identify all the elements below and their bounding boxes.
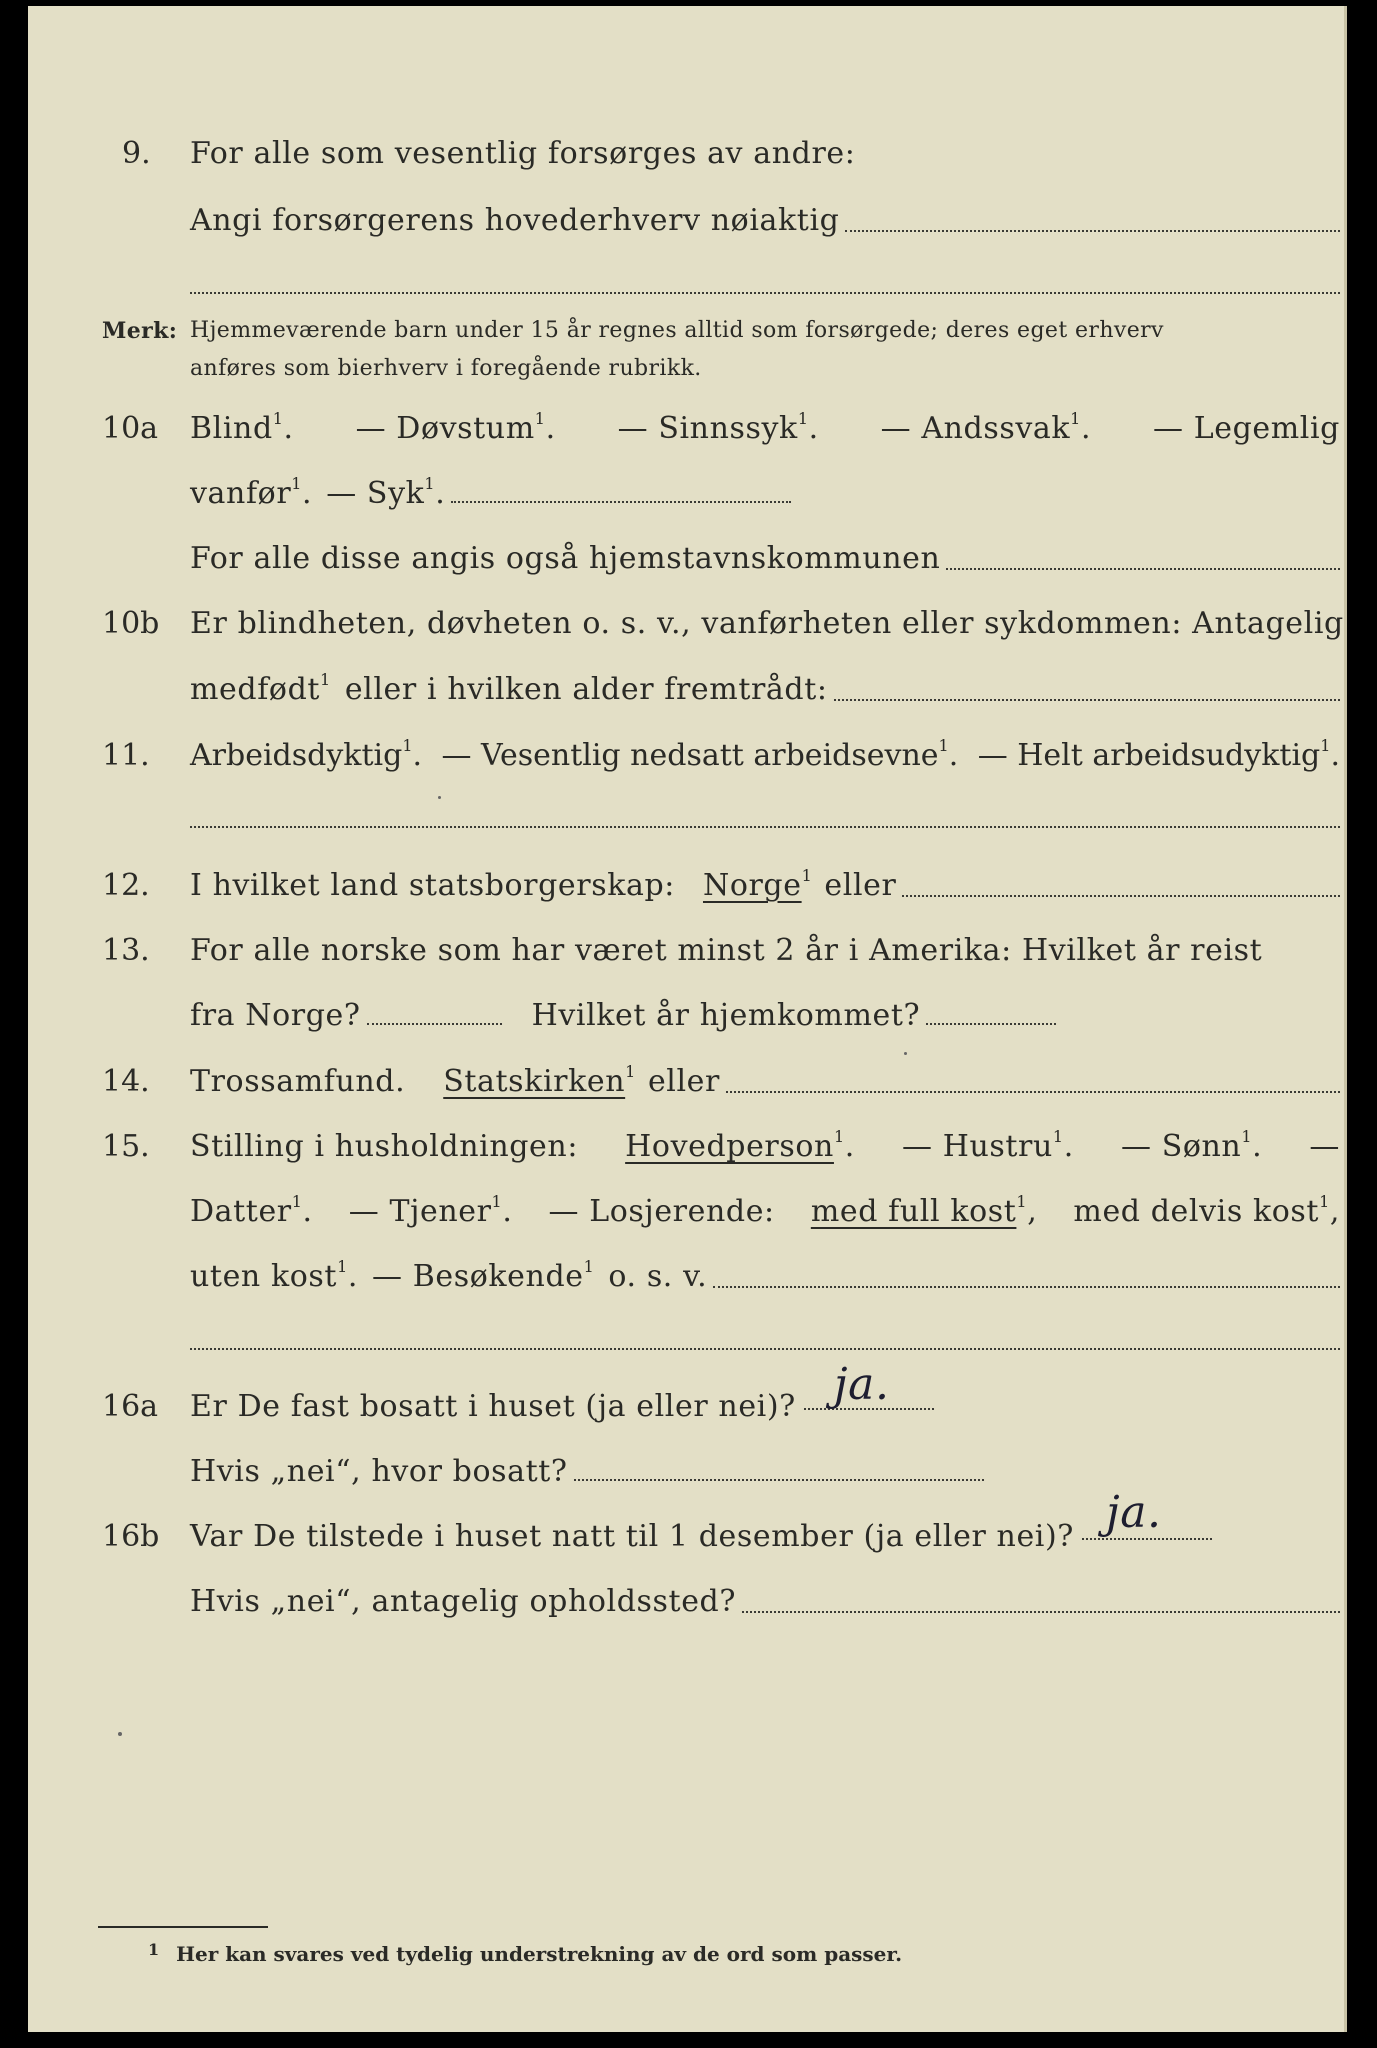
q10b-question: Er blindheten, døvheten o. s. v., vanførheten eller sykdommen: Antagelig	[190, 606, 1344, 641]
option-dovstum[interactable]: — Døvstum$^1$.	[355, 409, 556, 446]
q16b-line1	[190, 1487, 1212, 1554]
q9-extra-line[interactable]	[190, 292, 1340, 294]
option-vanfor[interactable]: vanfør$^1$.	[190, 474, 313, 511]
option-sinnssyk[interactable]: — Sinnssyk$^1$.	[617, 409, 819, 446]
option-andssvak[interactable]: — Andssvak$^1$.	[880, 409, 1092, 446]
q15-extra-line[interactable]	[190, 1348, 1340, 1350]
q14-question: Trossamfund.	[190, 1064, 406, 1099]
option-medfodt[interactable]: medfødt$^1$	[190, 670, 331, 707]
q15-number: 15.	[102, 1129, 150, 1164]
q10a-hjemstavn-line[interactable]	[946, 568, 1340, 570]
q15-line1	[190, 1129, 1340, 1164]
q16a-nei-prompt: Hvis „nei“, hvor bosatt?	[190, 1454, 568, 1489]
q10a-line3	[190, 541, 1340, 576]
q10b-number: 10b	[102, 606, 160, 641]
q15-losjerende: — Losjerende:	[548, 1194, 775, 1229]
q13-hjemkommet-prompt: Hvilket år hjemkommet?	[531, 998, 921, 1033]
option-med-delvis-kost[interactable]: med delvis kost$^1$,	[1073, 1192, 1340, 1229]
footnote-rule	[98, 1926, 268, 1928]
merk-line2	[190, 356, 702, 381]
q11-number: 11.	[102, 738, 150, 773]
q12-eller: eller	[824, 868, 897, 903]
q13-reist-line[interactable]	[367, 1023, 502, 1025]
option-arbeidsdyktig[interactable]: Arbeidsdyktig$^1$.	[190, 736, 423, 773]
option-sonn[interactable]: — Sønn$^1$.	[1120, 1127, 1263, 1164]
q9-line2	[190, 203, 1340, 238]
q13-line2	[190, 998, 1056, 1033]
option-norge[interactable]: Norge$^1$	[702, 866, 813, 903]
q15-question: Stilling i husholdningen:	[190, 1129, 579, 1164]
merk-label: Merk:	[102, 318, 178, 344]
q16b-line2	[190, 1584, 1340, 1619]
q12-line1	[190, 868, 1340, 903]
q13-reist-prompt: fra Norge?	[190, 998, 361, 1033]
q16b-answer-field[interactable]	[1082, 1487, 1212, 1554]
merk-text2: anføres som bierhverv i foregående rubrikk.	[190, 356, 702, 381]
q12-question: I hvilket land statsborgerskap:	[190, 868, 675, 903]
q15-dash: —	[1309, 1129, 1340, 1164]
q16b-opholdssted-line[interactable]	[742, 1611, 1340, 1613]
q16b-question: Var De tilstede i huset natt til 1 desember (ja eller nei)?	[190, 1519, 1074, 1554]
q14-line1	[190, 1064, 1340, 1099]
q14-number: 14.	[102, 1064, 150, 1099]
q10b-line2	[190, 672, 1340, 707]
footnote-mark: 1	[148, 1940, 160, 1959]
q16a-bosatt-line[interactable]	[574, 1479, 984, 1481]
q13-question: For alle norske som har været minst 2 år i Amerika: Hvilket år reist	[190, 933, 1263, 968]
census-form-page	[28, 6, 1347, 2032]
q13-number: 13.	[102, 933, 150, 968]
footnote-text: Her kan svares ved tydelig understrekning av de ord som passer.	[176, 1942, 903, 1966]
option-blind[interactable]: Blind$^1$.	[190, 409, 294, 446]
q15-osv: o. s. v.	[608, 1259, 708, 1294]
footnote	[148, 1942, 902, 1966]
q16b-handwritten-answer: ja.	[1105, 1487, 1162, 1538]
q16a-handwritten-answer: ja.	[833, 1359, 890, 1410]
q14-answer-line[interactable]	[726, 1091, 1340, 1093]
q16b-number: 16b	[102, 1519, 160, 1554]
option-tjener[interactable]: — Tjener$^1$.	[348, 1192, 513, 1229]
q9-line1	[190, 136, 855, 171]
q16a-line1	[190, 1359, 934, 1424]
q10b-line1	[190, 606, 1344, 641]
merk-line1	[190, 318, 1340, 343]
q16a-answer-field[interactable]	[804, 1359, 934, 1424]
q13-line1	[190, 933, 1340, 968]
q9-answer-line[interactable]	[845, 230, 1340, 232]
q10a-line2	[190, 476, 791, 511]
merk-text1: Hjemmeværende barn under 15 år regnes alltid som forsørgede; deres eget erhverv	[190, 318, 1164, 343]
q16b-nei-prompt: Hvis „nei“, antagelig opholdssted?	[190, 1584, 737, 1619]
paper-speck	[438, 796, 441, 799]
q12-answer-line[interactable]	[902, 895, 1340, 897]
q10a-hjemstavn-prompt: For alle disse angis også hjemstavnskommunen	[190, 541, 941, 576]
option-hustru[interactable]: — Hustru$^1$.	[901, 1127, 1074, 1164]
option-hovedperson[interactable]: Hovedperson$^1$.	[625, 1127, 855, 1164]
option-arbeidsudyktig[interactable]: — Helt arbeidsudyktig$^1$.	[977, 736, 1340, 773]
q15-answer-line[interactable]	[713, 1286, 1340, 1288]
q10a-number: 10a	[102, 411, 159, 446]
option-uten-kost[interactable]: uten kost$^1$.	[190, 1257, 359, 1294]
q10a-syk-line[interactable]	[451, 501, 791, 503]
q10a-line1	[190, 411, 1340, 446]
q16a-line2	[190, 1454, 984, 1489]
q11-line1	[190, 738, 1340, 773]
q15-line2	[190, 1194, 1340, 1229]
q9-number: 9.	[122, 136, 151, 171]
q9-prompt: Angi forsørgerens hovederhverv nøiaktig	[190, 203, 840, 238]
q9-question: For alle som vesentlig forsørges av andre:	[190, 136, 856, 171]
q15-line3	[190, 1259, 1340, 1294]
q16a-question: Er De fast bosatt i huset (ja eller nei)?	[190, 1389, 796, 1424]
option-datter[interactable]: Datter$^1$.	[190, 1192, 313, 1229]
option-syk[interactable]: — Syk$^1$.	[326, 474, 446, 511]
q14-eller: eller	[647, 1064, 720, 1099]
paper-speck	[118, 1732, 122, 1736]
q12-number: 12.	[102, 868, 150, 903]
option-besokende[interactable]: — Besøkende$^1$	[372, 1257, 595, 1294]
paper-speck	[904, 1052, 907, 1055]
q13-hjemkommet-line[interactable]	[926, 1023, 1056, 1025]
q10b-alder-line[interactable]	[834, 699, 1340, 701]
q10b-alder-prompt: eller i hvilken alder fremtrådt:	[344, 672, 828, 707]
option-legemlig[interactable]: — Legemlig	[1152, 411, 1340, 446]
option-statskirken[interactable]: Statskirken$^1$	[443, 1062, 636, 1099]
q16a-number: 16a	[102, 1389, 159, 1424]
q11-extra-line[interactable]	[190, 826, 1340, 828]
option-nedsatt-arbeidsevne[interactable]: — Vesentlig nedsatt arbeidsevne$^1$.	[441, 736, 959, 773]
option-med-full-kost[interactable]: med full kost$^1$,	[810, 1192, 1038, 1229]
